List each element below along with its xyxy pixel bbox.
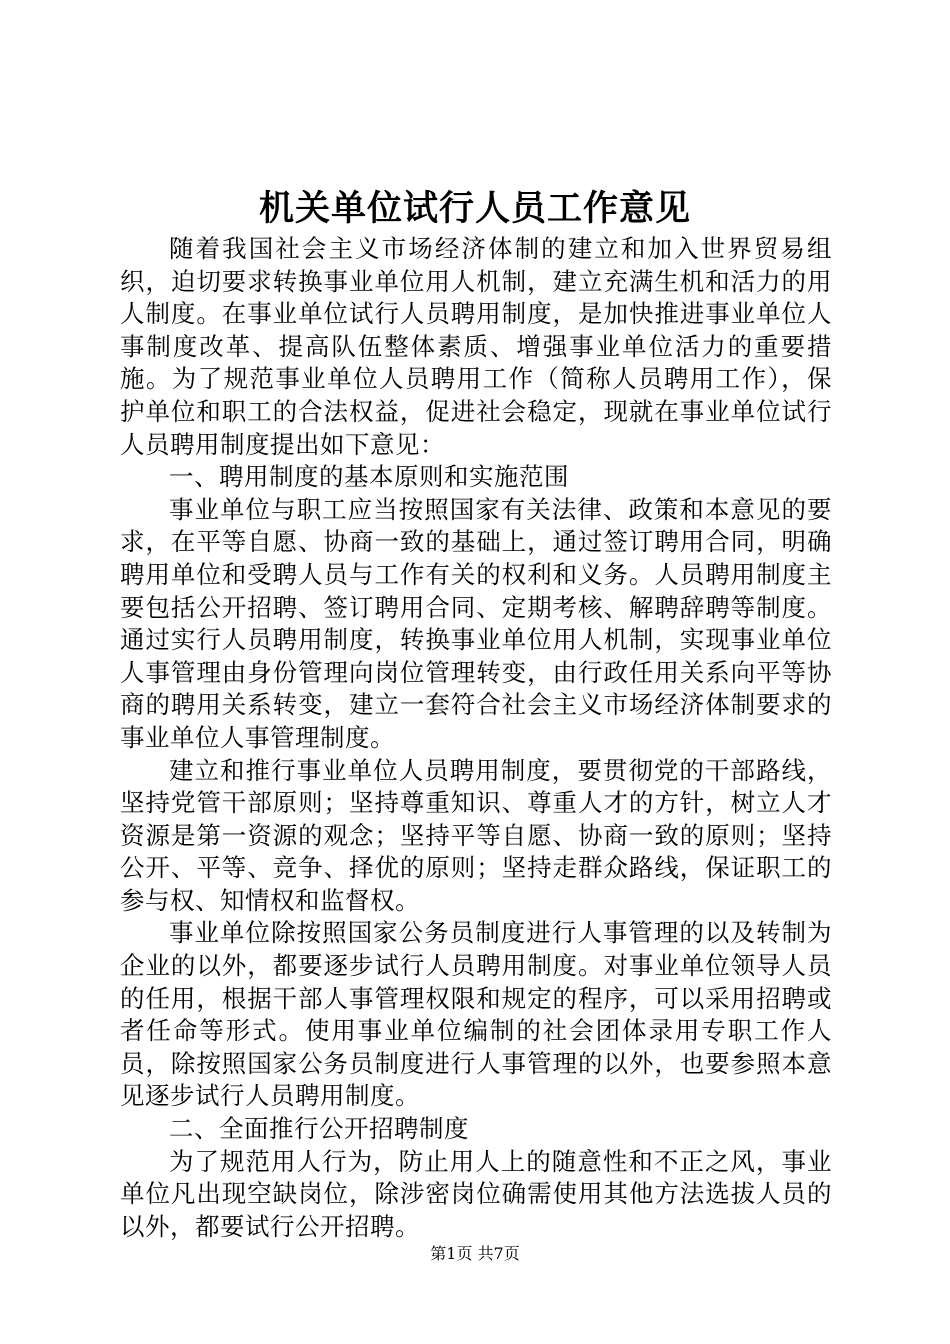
section-heading-2: 二、全面推行公开招聘制度 bbox=[169, 1114, 469, 1144]
page-number-footer: 第1页 共7页 bbox=[430, 1244, 520, 1263]
section-2-paragraph-1: 为了规范用人行为，防止用人上的随意性和不正之风，事业单位凡出现空缺岗位，除涉密岗位确需使用其他方法选拔人员的以外，都要试行公开招聘。 bbox=[120, 1146, 832, 1241]
section-heading-1: 一、聘用制度的基本原则和实施范围 bbox=[169, 462, 569, 492]
document-body bbox=[120, 233, 832, 1243]
section-1-paragraph-1: 事业单位与职工应当按照国家有关法律、政策和本意见的要求，在平等自愿、协商一致的基础上，通过签订聘用合同，明确聘用单位和受聘人员与工作有关的权利和义务。人员聘用制度主要包括公开招聘、签订聘用合同、定期考核、解聘辞聘等制度。通过实行人员聘用制度，转换事业单位用人机制，实现事业单位人事管理由身份管理向岗位管理转变，由行政任用关系向平等协商的聘用关系转变，建立一套符合社会主义市场经济体制要求的事业单位人事管理制度。 bbox=[120, 494, 832, 752]
section-1-paragraph-3: 事业单位除按照国家公务员制度进行人事管理的以及转制为企业的以外，都要逐步试行人员聘用制度。对事业单位领导人员的任用，根据干部人事管理权限和规定的程序，可以采用招聘或者任命等形式。使用事业单位编制的社会团体录用专职工作人员，除按照国家公务员制度进行人事管理的以外，也要参照本意见逐步试行人员聘用制度。 bbox=[120, 918, 832, 1111]
document-title: 机关单位试行人员工作意见 bbox=[258, 188, 691, 229]
intro-paragraph: 随着我国社会主义市场经济体制的建立和加入世界贸易组织，迫切要求转换事业单位用人机制，建立充满生机和活力的用人制度。在事业单位试行人员聘用制度，是加快推进事业单位人事制度改革、提高队伍整体素质、增强事业单位活力的重要措施。为了规范事业单位人员聘用工作（简称人员聘用工作），保护单位和职工的合法权益，促进社会稳定，现就在事业单位试行人员聘用制度提出如下意见： bbox=[120, 234, 832, 459]
section-1-paragraph-2: 建立和推行事业单位人员聘用制度，要贯彻党的干部路线，坚持党管干部原则；坚持尊重知识、尊重人才的方针，树立人才资源是第一资源的观念；坚持平等自愿、协商一致的原则；坚持公开、平等、竞争、择优的原则；坚持走群众路线，保证职工的参与权、知情权和监督权。 bbox=[120, 755, 832, 915]
